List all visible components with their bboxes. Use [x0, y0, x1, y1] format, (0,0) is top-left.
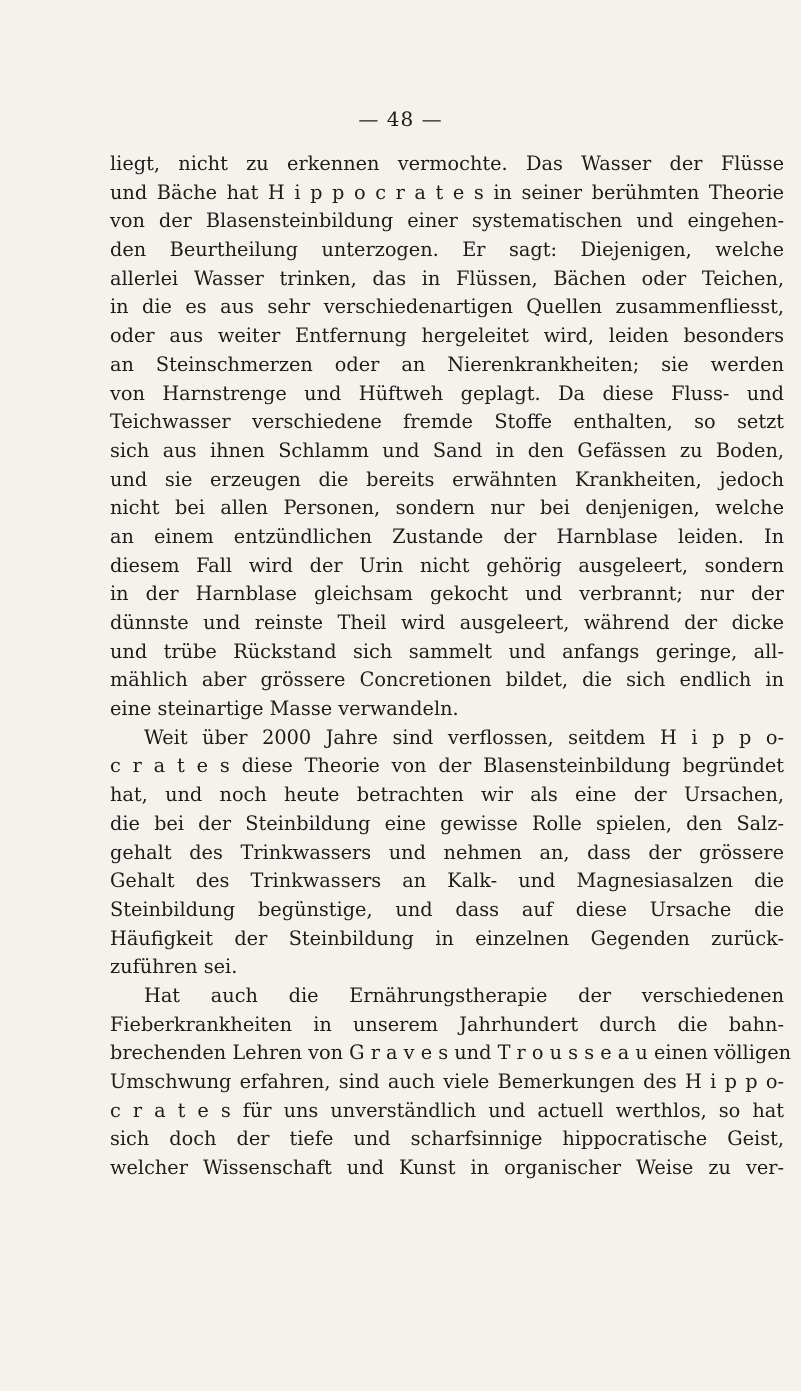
text-line: dünnste und reinste Theil wird ausgeleert, während der dicke: [110, 611, 784, 634]
text-line: c r a t e s diese Theorie von der Blasensteinbildung begründet: [110, 754, 784, 778]
paragraph-3: [110, 982, 792, 1183]
page-number: — 48 —: [358, 107, 443, 131]
text-line: in die es aus sehr verschiedenartigen Quellen zusammenfliesst,: [110, 295, 784, 319]
text-line: Weit über 2000 Jahre sind verflossen, seitdem H i p p o-: [144, 725, 784, 749]
text-line: sich aus ihnen Schlamm und Sand in den Gefässen zu Boden,: [110, 438, 784, 462]
text-line: allerlei Wasser trinken, das in Flüssen, Bächen oder Teichen,: [110, 266, 784, 290]
text-line: zuführen sei.: [110, 955, 238, 979]
text-line: hat, und noch heute betrachten wir als eine der Ursachen,: [110, 783, 784, 807]
text-line: oder aus weiter Entfernung hergeleitet wird, leiden besonders: [110, 324, 784, 348]
body-text: [110, 150, 792, 1183]
text-line: und trübe Rückstand sich sammelt und anfangs geringe, all-: [110, 639, 784, 663]
text-line: diesem Fall wird der Urin nicht gehörig ausgeleert, sondern: [110, 553, 784, 577]
text-line: liegt, nicht zu erkennen vermochte. Das Wasser der Flüsse: [110, 152, 784, 175]
text-line: von Harnstrenge und Hüftweh geplagt. Da diese Fluss- und: [110, 381, 784, 405]
text-line: Gehalt des Trinkwassers an Kalk- und Magnesiasalzen die: [110, 869, 784, 893]
text-line: Teichwasser verschiedene fremde Stoffe enthalten, so setzt: [110, 410, 784, 434]
text-line: Steinbildung begünstige, und dass auf diese Ursache die: [110, 897, 784, 921]
text-line: c r a t e s für uns unverständlich und actuell werthlos, so hat: [110, 1098, 784, 1122]
text-line: Umschwung erfahren, sind auch viele Bemerkungen des H i p p o-: [110, 1070, 784, 1093]
text-line: und Bäche hat H i p p o c r a t e s in seiner berühmten Theorie: [110, 180, 784, 204]
text-line: eine steinartige Masse verwandeln.: [110, 697, 459, 721]
text-line: an Steinschmerzen oder an Nierenkrankheiten; sie werden: [110, 352, 784, 376]
text-line: Häufigkeit der Steinbildung in einzelnen Gegenden zurück-: [110, 926, 784, 950]
text-line: und sie erzeugen die bereits erwähnten Krankheiten, jedoch: [110, 467, 784, 491]
text-line: nicht bei allen Personen, sondern nur bei denjenigen, welche: [110, 496, 784, 520]
text-line: sich doch der tiefe und scharfsinnige hippocratische Geist,: [110, 1127, 784, 1151]
text-line: mählich aber grössere Concretionen bildet, die sich endlich in: [110, 668, 784, 692]
text-line: von der Blasensteinbildung einer systematischen und eingehen-: [110, 209, 784, 233]
text-line: in der Harnblase gleichsam gekocht und verbrannt; nur der: [110, 582, 784, 606]
text-line: den Beurtheilung unterzogen. Er sagt: Diejenigen, welche: [110, 238, 784, 262]
paragraph-1: [110, 150, 784, 724]
text-line: die bei der Steinbildung eine gewisse Rolle spielen, den Salz-: [110, 811, 784, 835]
text-line: welcher Wissenschaft und Kunst in organischer Weise zu ver-: [110, 1156, 784, 1180]
paragraph-2: [110, 724, 784, 982]
text-line: Fieberkrankheiten in unserem Jahrhundert durch die bahn-: [110, 1012, 784, 1036]
text-line: Hat auch die Ernährungstherapie der verschiedenen: [144, 983, 784, 1007]
text-line: gehalt des Trinkwassers und nehmen an, dass der grössere: [110, 840, 784, 864]
text-line: brechenden Lehren von G r a v e s und T r o u s s e a u einen völligen: [110, 1041, 792, 1065]
text-line: an einem entzündlichen Zustande der Harnblase leiden. In: [110, 524, 784, 548]
